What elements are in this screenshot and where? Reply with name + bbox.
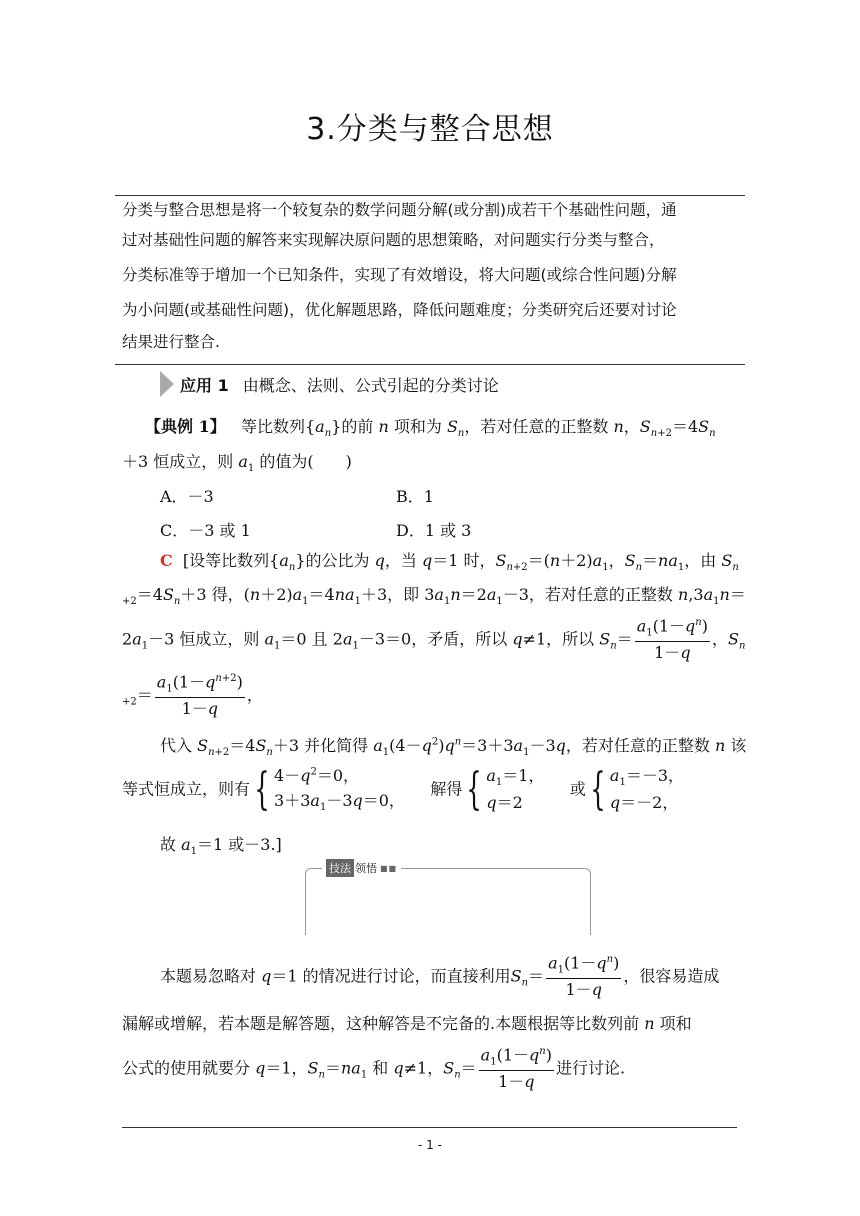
example-line-1: 【典例 1】 等比数列$\{a_n\}$的前 n 项和为 $S_n$，若对任意的正整数 n，$S_{n+2}=4S_n$ xyxy=(145,417,716,440)
option-c: C．－3 或 1 xyxy=(160,521,251,540)
intro-top-rule xyxy=(115,195,745,196)
intro-line: 分类与整合思想是将一个较复杂的数学问题分解(或分割)成若干个基础性问题，通 xyxy=(122,201,677,219)
solution-line-5: 代入 $S_{n+2}=4S_n+3$ 并化简得 $a_1(4-q^2)q^n=3+3a_1-3q$，若对任意的正整数 n 该 xyxy=(160,736,747,759)
solution-line-1: C [设等比数列$\{a_n\}$的公比为 q，当 q＝1 时，$S_{n+2}=(n+2)a_1$，$S_n=na_1$，由 $S_n$ xyxy=(160,551,739,574)
intro-line: 过对基础性问题的解答来实现解决原问题的思想策略，对问题实行分类与整合， xyxy=(122,231,665,249)
fraction: $\frac{a_1(1-q^{n+2})}{1-q}$ xyxy=(156,672,243,719)
equation-system: { $a_1=-3$， q＝－2， xyxy=(590,763,685,815)
page-title: 3.分类与整合思想 xyxy=(306,112,554,147)
footer-rule xyxy=(122,1127,737,1128)
section-arrow-icon xyxy=(160,371,174,397)
intro-line: 结果进行整合. xyxy=(122,333,220,351)
intro-line: 为小问题(或基础性问题)，优化解题思路，降低问题难度；分类研究后还要对讨论 xyxy=(122,301,677,319)
example-line-2: ＋3 恒成立，则 $a_1$ 的值为( ) xyxy=(122,452,352,475)
solution-line-6: 等式恒成立，则有 { $4-q^2=0$， $3+3a_1-3q=0$， 解得 { $a_1=1$， q＝2 或 { $a_1=-3$， q＝－2， xyxy=(122,763,685,815)
option-b: B．1 xyxy=(396,487,434,506)
page-number: - 1 - xyxy=(418,1138,442,1152)
section-text: 由概念、法则、公式引起的分类讨论 xyxy=(242,375,499,395)
fraction: $\frac{a_1(1-q^n)}{1-q}$ xyxy=(480,1045,552,1092)
intro-line: 分类标准等于增加一个已知条件，实现了有效增设，将大问题(或综合性问题)分解 xyxy=(122,266,677,284)
equation-system: { $4-q^2=0$， $3+3a_1-3q=0$， xyxy=(254,763,405,815)
tip-label xyxy=(322,859,401,877)
dots-icon: ■■ xyxy=(380,863,398,873)
tip-box xyxy=(305,862,591,935)
section-heading xyxy=(160,371,499,397)
solution-line-3: $2a_1-3$ 恒成立，则 $a_1=0$ 且 $2a_1-3=0$，矛盾，所以 q≠1，所以 $S_n=$ $\frac{a_1(1-q^n)}{1-q}$ ，$S_n$ xyxy=(122,616,746,663)
solution-line-7: 故 $a_1=1$ 或－3.] xyxy=(160,835,282,858)
example-tag: 【典例 1】 xyxy=(145,417,226,436)
section-label: 应用 1 xyxy=(180,375,229,395)
solution-line-4: $_{+2}$＝ $\frac{a_1(1-q^{n+2})}{1-q}$ ， xyxy=(122,672,263,719)
fraction: $\frac{a_1(1-q^n)}{1-q}$ xyxy=(548,953,620,1000)
tip-badge: 技法 xyxy=(326,859,354,877)
option-d: D．1 或 3 xyxy=(396,521,472,540)
equation-system: { $a_1=1$， q＝2 xyxy=(466,763,545,815)
answer-letter: C xyxy=(160,551,173,570)
tip-line-3: 公式的使用就要分 q＝1，$S_n=na_1$ 和 q≠1，$S_n=$ $\frac{a_1(1-q^n)}{1-q}$ 进行讨论. xyxy=(122,1045,626,1092)
option-a: A．－3 xyxy=(160,487,214,506)
intro-bottom-rule xyxy=(115,364,745,365)
tip-text: 领悟 xyxy=(355,862,377,875)
tip-line-1: 本题易忽略对 q＝1 的情况进行讨论，而直接利用$S_n=$ $\frac{a_1(1-q^n)}{1-q}$ ，很容易造成 xyxy=(160,953,720,1000)
tip-line-2: 漏解或增解，若本题是解答题，这种解答是不完备的.本题根据等比数列前 n 项和 xyxy=(122,1014,692,1033)
fraction: $\frac{a_1(1-q^n)}{1-q}$ xyxy=(636,616,708,663)
solution-line-2: $_{+2}=4S_n+3$ 得，$(n+2)a_1=4na_1+3$，即 $3a_1n=2a_1-3$，若对任意的正整数 $n,3a_1n=$ xyxy=(122,585,746,608)
